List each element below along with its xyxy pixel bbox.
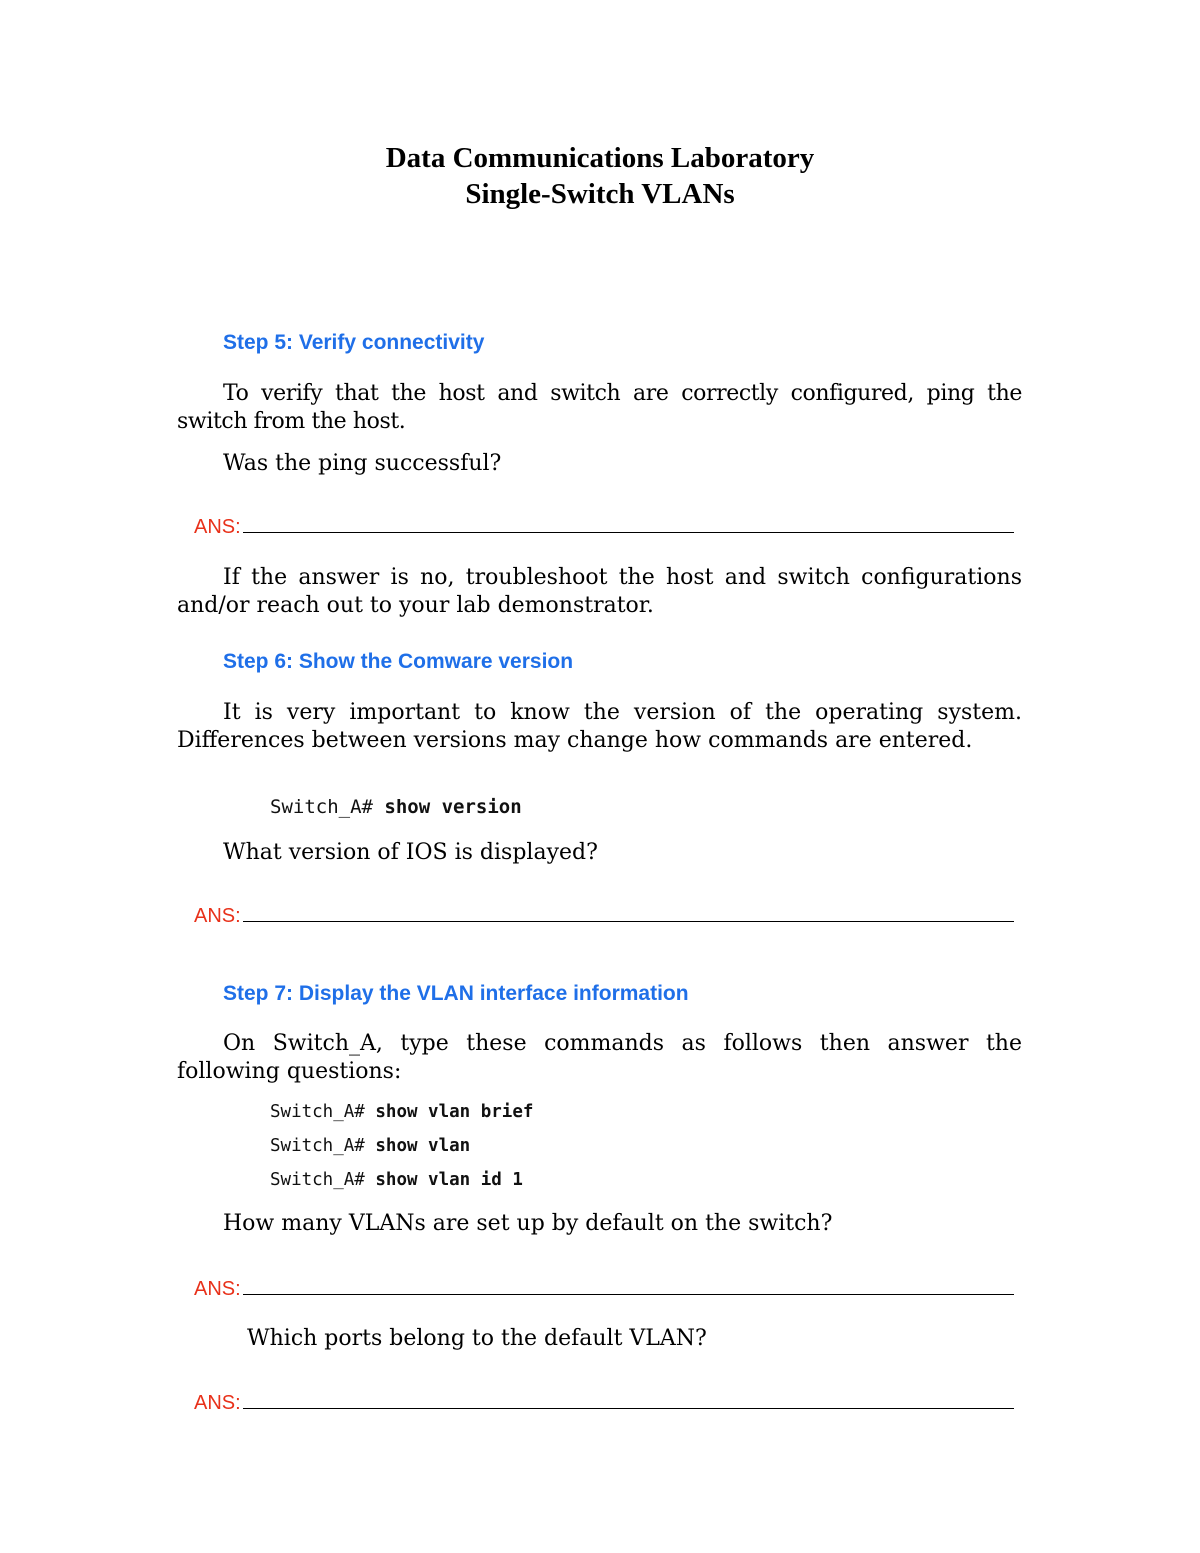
command-line: [270, 1170, 523, 1190]
step6-answer-field[interactable]: [194, 896, 1014, 926]
ans-label: ANS:: [194, 905, 241, 927]
step7-answer-field-2[interactable]: [194, 1383, 1014, 1413]
command-text: show version: [384, 796, 522, 818]
step5-question: Was the ping successful?: [223, 451, 502, 476]
command-line: [270, 1102, 533, 1122]
command-prompt: Switch_A#: [270, 1170, 365, 1190]
command-line: [270, 796, 522, 818]
answer-line: [243, 921, 1014, 922]
command-line: [270, 1136, 470, 1156]
step6-heading: Step 6: Show the Comware version: [223, 650, 574, 673]
command-prompt: Switch_A#: [270, 1136, 365, 1156]
step7-question-1: How many VLANs are set up by default on the switch?: [223, 1211, 833, 1236]
command-prompt: Switch_A#: [270, 796, 373, 818]
step6-paragraph: It is very important to know the version of the operating system. Differences between versions may change how commands are entered.: [177, 700, 1022, 753]
step7-question-2: Which ports belong to the default VLAN?: [247, 1326, 707, 1351]
step7-paragraph: On Switch_A, type these commands as follows then answer the following questions:: [177, 1031, 1022, 1084]
document-subtitle: Single-Switch VLANs: [465, 178, 735, 210]
ans-label: ANS:: [194, 516, 241, 538]
step5-answer-field[interactable]: [194, 507, 1014, 537]
step7-heading: Step 7: Display the VLAN interface information: [223, 982, 689, 1005]
command-text: show vlan brief: [375, 1102, 534, 1122]
command-prompt: Switch_A#: [270, 1102, 365, 1122]
answer-line: [243, 1408, 1014, 1409]
command-text: show vlan id 1: [375, 1170, 523, 1190]
answer-line: [243, 1294, 1014, 1295]
step5-followup: If the answer is no, troubleshoot the host and switch configurations and/or reach out to your lab demonstrator.: [177, 565, 1022, 618]
answer-line: [243, 532, 1014, 533]
command-text: show vlan: [375, 1136, 471, 1156]
step6-question: What version of IOS is displayed?: [223, 840, 598, 865]
step5-paragraph: To verify that the host and switch are correctly configured, ping the switch from the host.: [177, 381, 1022, 434]
step5-heading: Step 5: Verify connectivity: [223, 331, 485, 354]
step7-answer-field-1[interactable]: [194, 1269, 1014, 1299]
ans-label: ANS:: [194, 1392, 241, 1414]
document-title: Data Communications Laboratory: [385, 142, 815, 174]
ans-label: ANS:: [194, 1278, 241, 1300]
